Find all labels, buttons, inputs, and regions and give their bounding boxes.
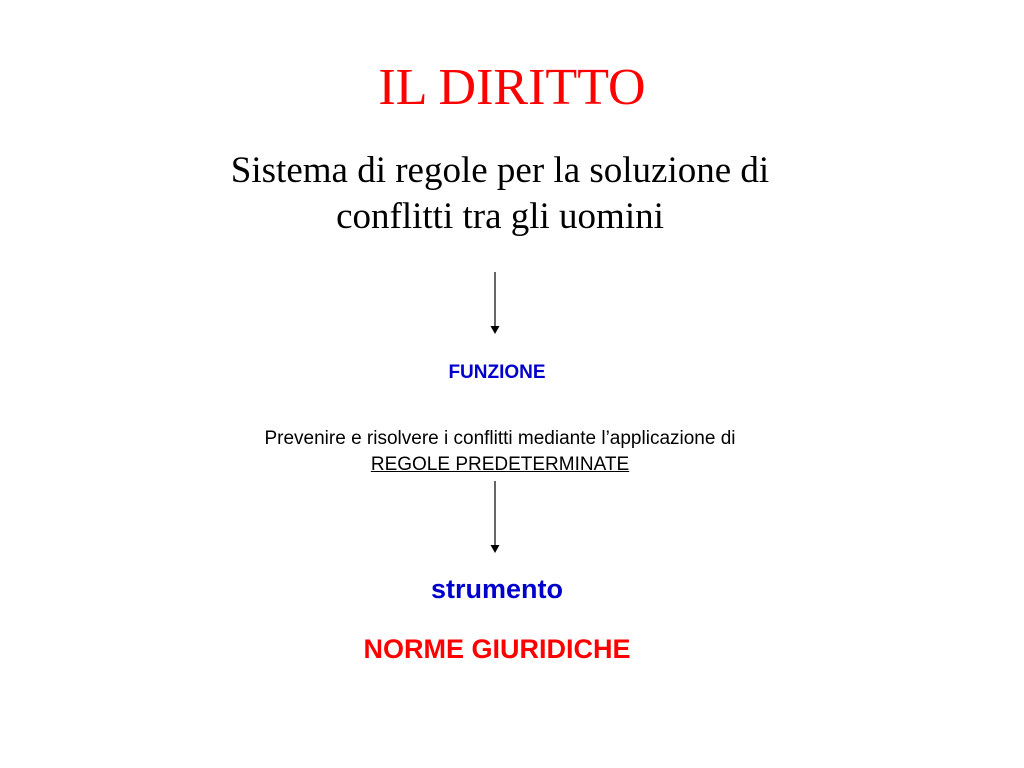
tool-label: strumento (430, 574, 563, 604)
description-line-2: REGOLE PREDETERMINATE (370, 454, 630, 475)
subtitle-line-1: Sistema di regole per la soluzione di (230, 150, 770, 191)
function-label: FUNZIONE (448, 362, 546, 383)
result-label: NORME GIURIDICHE (363, 634, 631, 664)
function-description (0, 426, 1000, 478)
arrow-down-2 (491, 481, 500, 553)
slide-title: IL DIRITTO (378, 59, 646, 116)
subtitle-line-2: conflitti tra gli uomini (336, 196, 664, 237)
description-line-1: Prevenire e risolvere i conflitti mediante l’applicazione di (264, 428, 736, 449)
arrow-down-1 (491, 272, 500, 334)
